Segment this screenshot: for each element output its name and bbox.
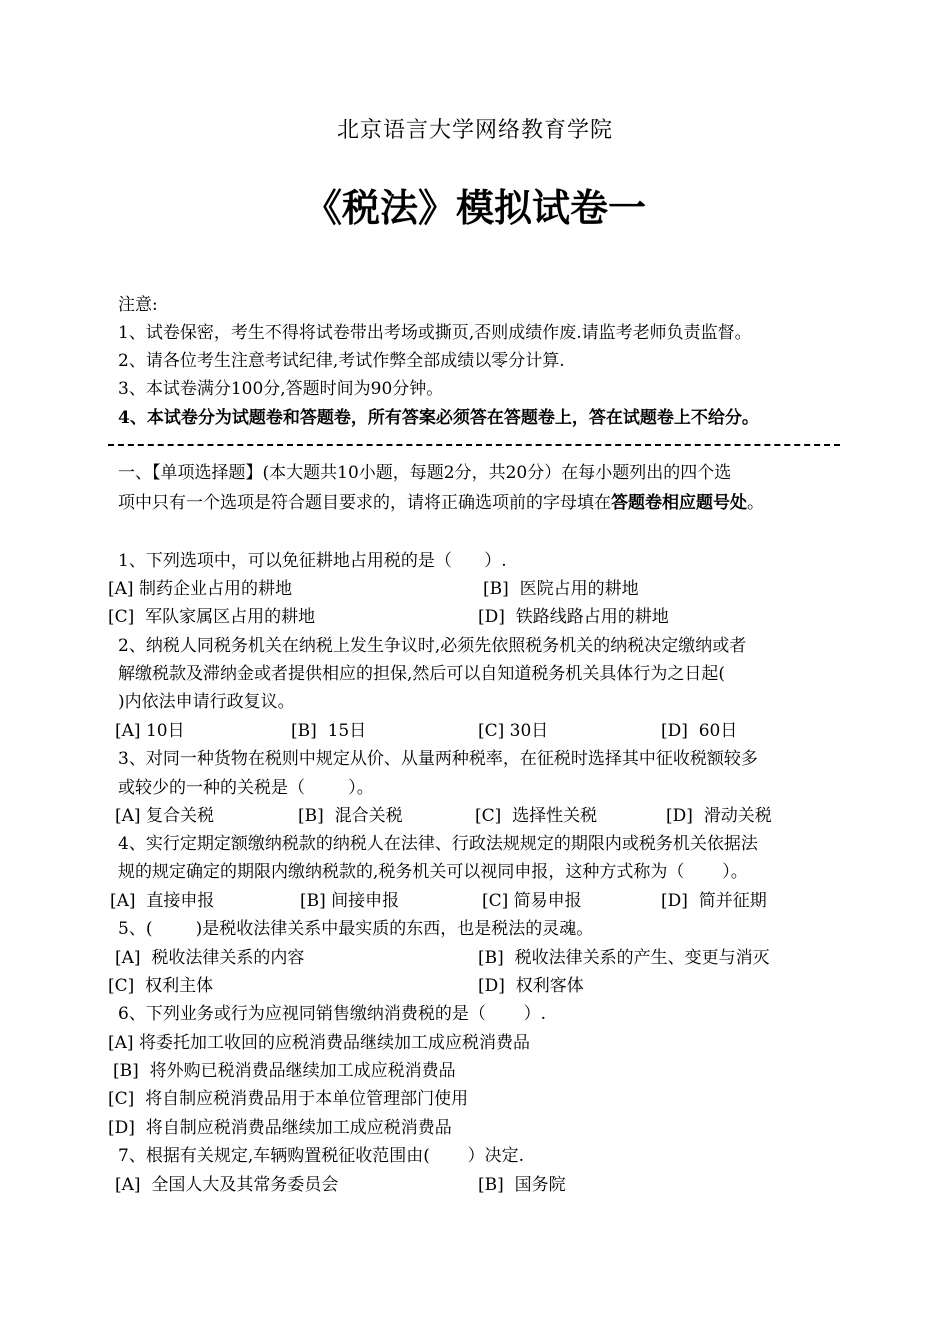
question-2-stem-line-1: 2、纳税人同税务机关在纳税上发生争议时,必须先依照税务机关的纳税决定缴纳或者 <box>118 636 747 656</box>
question-3-option-b: [B] 混合关税 <box>298 806 403 826</box>
question-2-option-d: [D] 60日 <box>661 721 738 741</box>
question-4-stem-line-2: 规的规定确定的期限内缴纳税款的,税务机关可以视同申报，这种方式称为（ ）。 <box>118 862 748 882</box>
question-5-option-c: [C] 权利主体 <box>108 976 214 996</box>
question-3-stem-line-2: 或较少的一种的关税是（ ）。 <box>118 778 374 798</box>
question-4-option-d: [D] 简并征期 <box>661 891 767 911</box>
question-5-stem: 5、( )是税收法律关系中最实质的东西，也是税法的灵魂。 <box>118 919 594 939</box>
question-3-option-d: [D] 滑动关税 <box>666 806 772 826</box>
question-7-option-b: [B] 国务院 <box>478 1175 566 1195</box>
question-5-option-b: [B] 税收法律关系的产生、变更与消灭 <box>478 948 770 968</box>
question-3-option-c: [C] 选择性关税 <box>475 806 598 826</box>
notice-item-2: 2、请各位考生注意考试纪律,考试作弊全部成绩以零分计算. <box>118 351 565 371</box>
question-6-option-a: [A] 将委托加工收回的应税消费品继续加工成应税消费品 <box>108 1033 530 1053</box>
question-5-option-a: [A] 税收法律关系的内容 <box>115 948 305 968</box>
question-6-option-d: [D] 将自制应税消费品继续加工成应税消费品 <box>108 1118 452 1138</box>
question-2-stem-line-2: 解缴税款及滞纳金或者提供相应的担保,然后可以自知道税务机关具体行为之日起( <box>118 664 726 684</box>
question-2-stem-line-3: )内依法申请行政复议。 <box>118 692 295 712</box>
dashed-divider <box>108 444 840 446</box>
section-intro-end: 。 <box>747 493 764 513</box>
question-2-option-c: [C] 30日 <box>478 721 549 741</box>
question-4-option-b: [B] 间接申报 <box>300 891 400 911</box>
section-intro-bold: 答题卷相应题号处 <box>611 493 747 513</box>
question-1-option-a: [A] 制药企业占用的耕地 <box>108 579 292 599</box>
section-intro-line-2 <box>118 491 764 515</box>
notice-item-1: 1、试卷保密，考生不得将试卷带出考场或撕页,否则成绩作废.请监考老师负责监督。 <box>118 323 752 343</box>
question-3-stem-line-1: 3、对同一种货物在税则中规定从价、从量两种税率，在征税时选择其中征收税额较多 <box>118 749 758 769</box>
question-2-option-b: [B] 15日 <box>291 721 367 741</box>
question-1-option-d: [D] 铁路线路占用的耕地 <box>478 607 669 627</box>
question-7-option-a: [A] 全国人大及其常务委员会 <box>115 1175 339 1195</box>
question-3-option-a: [A] 复合关税 <box>115 806 214 826</box>
question-2-option-a: [A] 10日 <box>115 721 185 741</box>
question-4-option-c: [C] 简易申报 <box>482 891 582 911</box>
question-4-stem-line-1: 4、实行定期定额缴纳税款的纳税人在法律、行政法规规定的期限内或税务机关依据法 <box>118 834 758 854</box>
question-1-option-c: [C] 军队家属区占用的耕地 <box>108 607 316 627</box>
question-1-stem: 1、下列选项中，可以免征耕地占用税的是（ ）. <box>118 551 507 571</box>
section-intro-plain: 项中只有一个选项是符合题目要求的，请将正确选项前的字母填在 <box>118 493 611 513</box>
question-6-option-c: [C] 将自制应税消费品用于本单位管理部门使用 <box>108 1089 469 1109</box>
institution-name: 北京语言大学网络教育学院 <box>336 118 613 143</box>
question-6-option-b: [B] 将外购已税消费品继续加工成应税消费品 <box>113 1061 456 1081</box>
question-5-option-d: [D] 权利客体 <box>478 976 584 996</box>
question-1-option-b: [B] 医院占用的耕地 <box>483 579 639 599</box>
question-6-stem: 6、下列业务或行为应视同销售缴纳消费税的是（ ）. <box>118 1004 547 1024</box>
question-4-option-a: [A] 直接申报 <box>110 891 215 911</box>
section-intro-line-1: 一、【单项选择题】(本大题共10小题，每题2分，共20分）在每小题列出的四个选 <box>118 463 732 483</box>
question-7-stem: 7、根据有关规定,车辆购置税征收范围由( ）决定. <box>118 1146 525 1166</box>
notice-item-3: 3、本试卷满分100分,答题时间为90分钟。 <box>118 379 444 399</box>
notice-item-4: 4、本试卷分为试题卷和答题卷，所有答案必须答在答题卷上，答在试题卷上不给分。 <box>118 408 759 428</box>
notice-heading: 注意: <box>118 295 158 315</box>
exam-title: 《税法》模拟试卷一 <box>303 186 646 230</box>
